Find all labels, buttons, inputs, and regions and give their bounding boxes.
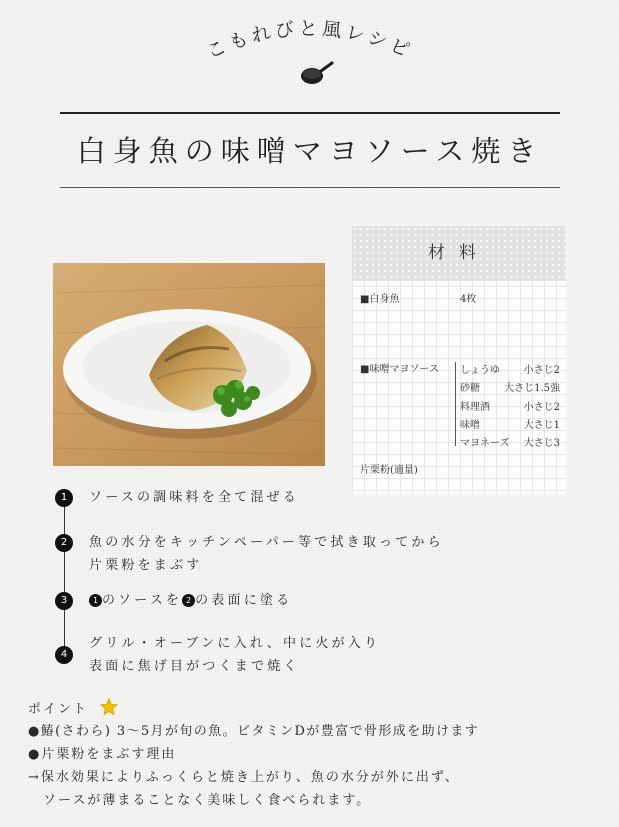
plate-with-fish-and-broccoli	[53, 263, 325, 466]
point-line: →保水効果によりふっくらと焼き上がり、魚の水分が外に出ず、	[28, 770, 460, 785]
sauce-item-amount: 小さじ2	[523, 365, 560, 376]
ingredient-extra: 片栗粉(適量)	[360, 465, 418, 476]
step-line-part: の表面に塗る	[195, 593, 293, 608]
svg-text:こもれびと風レシピ	[204, 18, 417, 64]
ingredient-name: ■白身魚	[360, 294, 400, 305]
step-ref-badge: 1	[89, 594, 102, 607]
steps-timeline	[64, 497, 65, 655]
step-line: 魚の水分をキッチンペーパー等で拭き取ってから	[89, 535, 444, 550]
ingredients-panel	[352, 226, 566, 494]
step-line: グリル・オーブンに入れ、中に火が入り	[89, 636, 381, 651]
point-title: ポイント	[28, 702, 89, 717]
sauce-item-amount: 大さじ1	[523, 420, 560, 431]
title-rule-bottom	[60, 187, 560, 188]
step-number: 2	[55, 534, 73, 552]
sauce-item-name: 砂糖	[460, 383, 480, 394]
step-number: 4	[55, 646, 73, 664]
recipe-photo	[53, 263, 325, 466]
title-rule-top	[60, 112, 560, 114]
sauce-item-name: 料理酒	[460, 402, 490, 413]
star-icon	[100, 698, 118, 716]
point-title-row	[28, 698, 118, 721]
sauce-item-amount: 大さじ3	[523, 438, 560, 449]
sauce-item-amount: 大さじ1.5強	[504, 383, 560, 394]
sauce-item-name: マヨネーズ	[460, 438, 510, 449]
step-line: 片栗粉をまぶす	[89, 558, 203, 573]
ingredients-header: 材料	[352, 226, 566, 281]
brand-title: こもれびと風レシピ	[203, 17, 417, 64]
step-ref-badge: 2	[182, 594, 195, 607]
sauce-item-name: 味噌	[460, 420, 480, 431]
sauce-name: ■味噌マヨソース	[360, 364, 439, 375]
point-line: ●鰆(さわら) 3〜5月が旬の魚。ビタミンDが豊富で骨形成を助けます	[28, 724, 480, 739]
step-line: ソースの調味料を全て混ぜる	[89, 490, 299, 505]
point-line: ●片栗粉をまぶす理由	[28, 747, 177, 762]
sauce-bracket	[455, 362, 456, 446]
ingredient-amount: 4枚	[460, 294, 477, 305]
brand-header	[0, 8, 619, 88]
step-number: 1	[55, 489, 73, 507]
recipe-title: 白身魚の味噌マヨソース焼き	[76, 134, 544, 168]
step-number: 3	[55, 592, 73, 610]
point-line: ソースが薄まることなく美味しく食べられます。	[28, 793, 372, 808]
sauce-item-amount: 小さじ2	[523, 402, 560, 413]
step-line-part: のソースを	[102, 593, 183, 608]
step-line	[89, 590, 292, 612]
sauce-item-name: しょうゆ	[460, 365, 500, 376]
step-line: 表面に焦げ目がつくまで焼く	[89, 659, 300, 674]
frying-pan-icon	[296, 58, 336, 88]
